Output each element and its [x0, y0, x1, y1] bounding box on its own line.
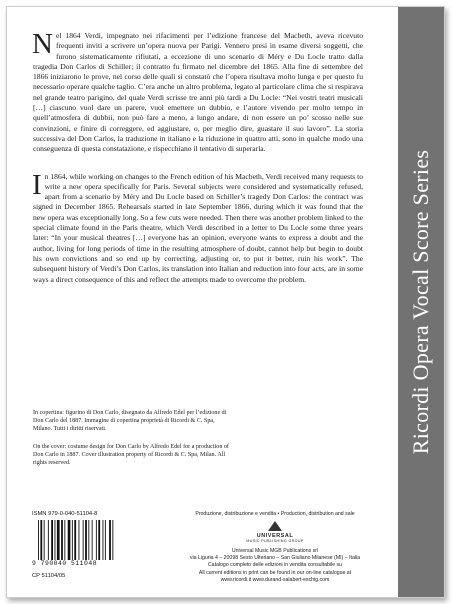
credit-english: On the cover: costume design for Don Carlo by Alfredo Edel for a production of Don Carlo in 1887. Cover illustration property of Ricordi & C. Spa, Milan. All rights reserved.: [33, 444, 229, 467]
company-address: via Liguria 4 – 20098 Sesto Ulteriano – San Giuliano Milanese (MI) – Italia: [189, 555, 361, 562]
english-drop-cap: I: [32, 168, 42, 201]
description-column: [32, 28, 363, 285]
series-title: Ricordi Opera Vocal Score Series: [408, 149, 433, 455]
company-name: Universal Music MGB Publications srl: [231, 548, 319, 554]
universal-logo: [245, 521, 305, 545]
imprint-area: [7, 511, 397, 591]
barcode-icon: [38, 520, 124, 560]
cover-credits: [33, 409, 233, 468]
spine-band: [398, 7, 444, 597]
barcode-digits: 9 790040 511048: [32, 560, 98, 567]
english-paragraph: [32, 168, 363, 285]
italian-paragraph-text: el 1864 Verdi, impegnato nei rifacimenti per l’edizione francese del Macbeth, aveva ricevuto frequenti inviti a scrivere un’opera nuova per Parigi. Vennero presi in esame diversi soggetti, che furono sistematicamente rifiutati, a eccezione di uno scenario di Méry e Du Locle tratto dalla tragedia Don Carlos di Schiller; il contratto fu firmato nel dicembre del 1865. Alla fine di settembre del 1866 iniziarono le prove, nel corso delle quali si constatò che l’opera risultava molto lunga e per questo fu necessario operare qualche taglio. C’era anche un altro problema, legato al particolare clima che si respirava nel grande teatro parigino, del quale Verdi scrisse tre anni più tardi a Du Locle: “Nei vostri teatri musicali […] ciascuno vuol dare un parere, vuol emettere un dubbio, e l’autore vivendo per molto tempo in quell’atmosfera di dubbii, non può fare a meno, a lungo andare, di non essere un po’ scosso nelle sue convinzioni, e finire di correggere, ed aggiustare, o, per meglio dire, guastare il suo lavoro”. La storia successiva del Don Carlos, la traduzione in italiano e la riduzione in quattro atti, sono in qualche modo una conseguenza di questa constatazione, e rispecchiano il tentativo di superarla.: [33, 31, 363, 154]
catalog-code: CP 51104/05: [32, 573, 66, 579]
logo-word: UNIVERSAL: [256, 533, 294, 539]
italian-drop-cap: N: [32, 28, 53, 60]
websites: www.ricordi.it www.durand-salabert-eschig.com: [220, 576, 330, 583]
distribution-header: Produzione, distribuzione e vendita • Production, distribution and sale: [195, 511, 355, 517]
logo-mark-icon: [268, 521, 282, 531]
logo-subtitle: MUSIC PUBLISHING GROUP: [246, 539, 304, 543]
barcode: [32, 520, 127, 568]
italian-paragraph: [32, 28, 363, 155]
credit-italian: In copertina: figurino di Don Carlo, disegnato da Alfredo Edel per l’edizione di Don Carlo del 1887. Immagine di copertina proprietà di Ricordi & C. Spa, Milano. Tutti i diritti riservati.: [33, 410, 227, 433]
ismn-label: ISMN 979-0-040-51104-8: [32, 511, 98, 517]
distribution-block: [150, 511, 400, 584]
catalog-note-english: All current editions in print can be found in our on-line catalogue at: [198, 569, 352, 576]
catalog-note-italian: Catalogo completo delle edizioni in vendita consultabile su: [207, 562, 343, 569]
back-cover: [6, 6, 445, 598]
english-paragraph-text: n 1864, while working on changes to the French edition of his Macbeth, Verdi received many requests to write a new opera specifically for Paris. Several subjects were considered and systematically refused, apart from a scenario by Méry and Du Locle based on Schiller’s tragedy Don Carlos: the contract was signed in December 1865. Rehearsals started in late September 1866, during which it was found that the new opera was exceptionally long. So a few cuts were needed. Then there was another problem linked to the special climate found in the Paris theatre, which Verdi described in a letter to Du Locle some three years later: “In your musical theatres […] everyone has an opinion, everyone wants to express a doubt and the author, living for long periods of time in the resulting atmosphere of doubt, cannot help but begin to doubt his own convictions and so end up by correcting, adjusting or, to put it better, ruin his work”. The subsequent history of Verdi’s Don Carlos, its translation into Italian and reduction into four acts, are in some ways a direct consequence of this and reflect the attempts made to overcome the problem.: [33, 171, 363, 284]
